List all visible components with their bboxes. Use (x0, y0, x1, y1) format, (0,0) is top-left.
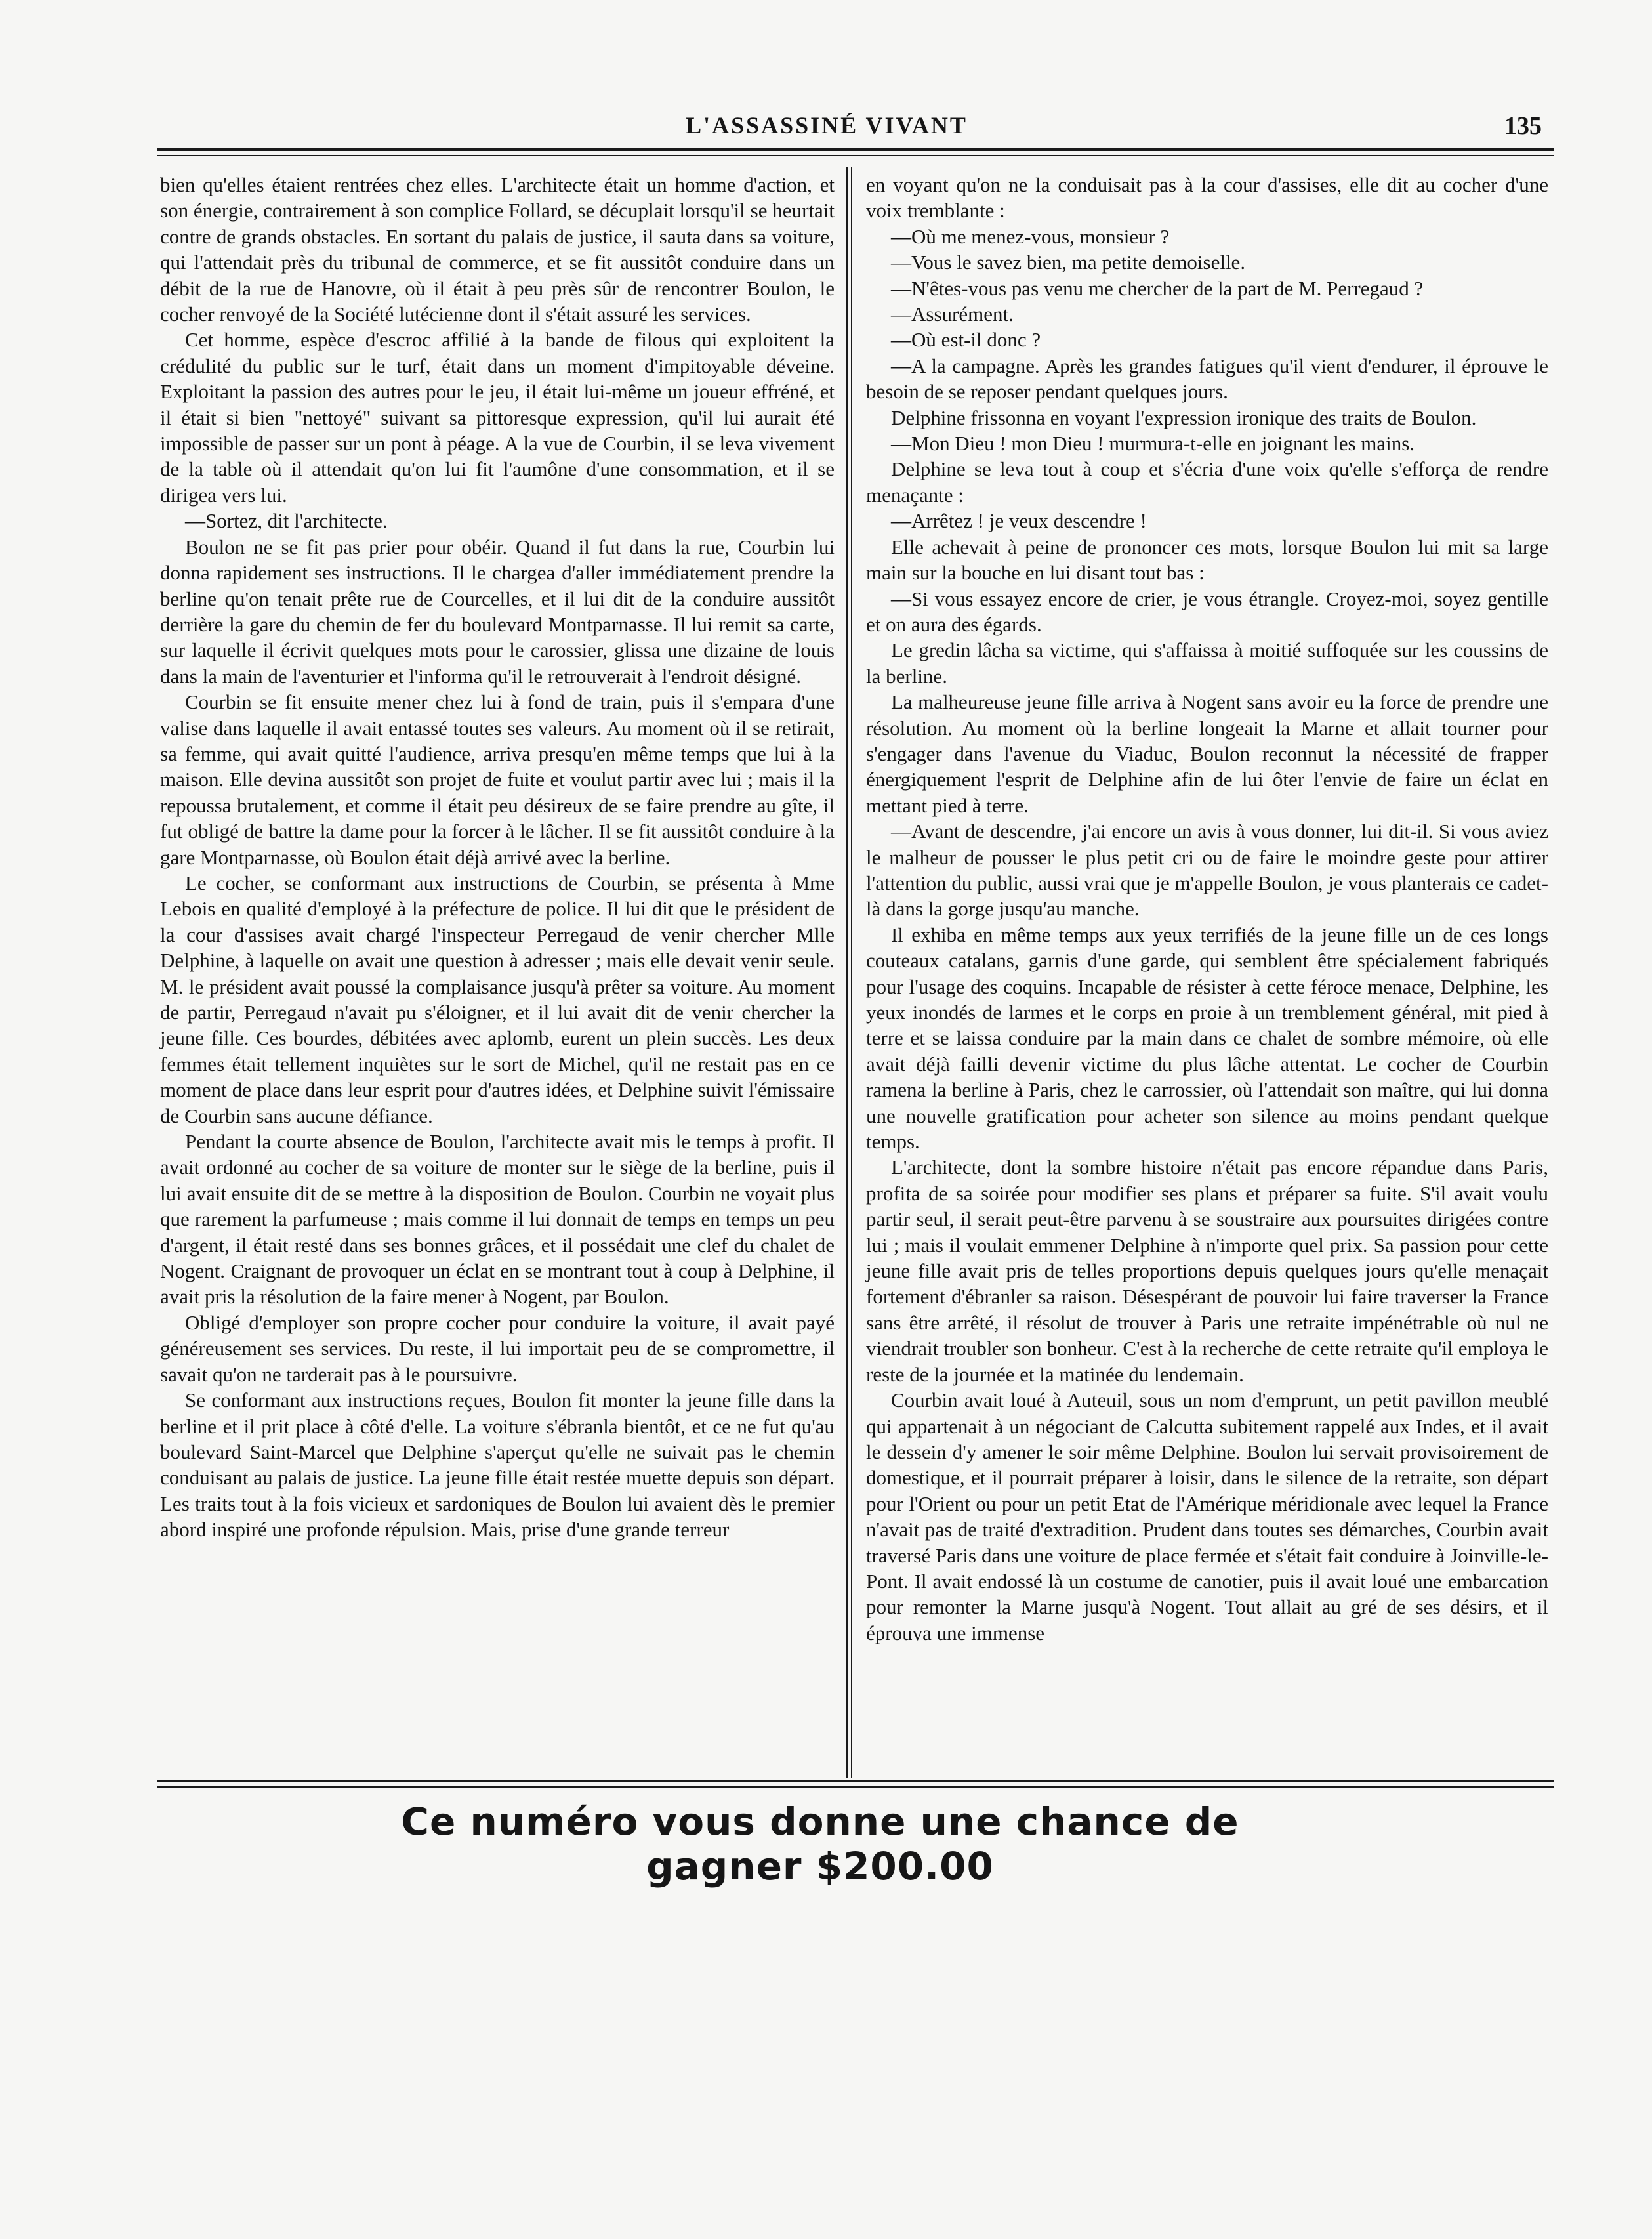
paragraph: —Sortez, dit l'architecte. (185, 509, 388, 533)
paragraph: —Arrêtez ! je veux descendre ! (891, 509, 1147, 533)
paragraph: —Si vous essayez encore de crier, je vous étrangle. Croyez-moi, soyez gentille et on aura des égards. (866, 587, 1548, 636)
paragraph: L'architecte, dont la sombre histoire n'était pas encore répandue dans Paris, profita de sa soirée pour modifier ses plans et préparer sa fuite. S'il avait voulu partir seul, il serait peut-être parvenu à se soustraire aux poursuites dirigées contre lui ; mais il voulait emmener Delphine à n'importe quel prix. Sa passion pour cette jeune fille avait pris de telles proportions depuis quelques jours qu'elle menaçait fortement d'ébranler sa raison. Désespérant de pouvoir lui faire traverser la France sans être arrêté, il résolut de trouver à Paris une retraite impénétrable où nul ne viendrait troubler son bonheur. C'est à la recherche de cette retraite qu'il employa le reste de la journée et la matinée du lendemain. (866, 1156, 1548, 1386)
header-rule-thick (157, 148, 1554, 151)
paragraph: Le gredin lâcha sa victime, qui s'affaissa à moitié suffoquée sur les coussins de la berline. (866, 638, 1548, 688)
paragraph: Boulon ne se fit pas prier pour obéir. Quand il fut dans la rue, Courbin lui donna rapidement ses instructions. Il le chargea d'aller immédiatement prendre la berline qu'on tenait prête rue de Courcelles, et il lui dit de la conduire aussitôt derrière la gare du chemin de fer du boulevard Montparnasse. Il lui remit sa carte, sur laquelle il écrivit quelques mots pour le carossier, glissa une dizaine de louis dans la main de l'aventurier et l'informa qu'il le retrouverait à l'endroit désigné. (160, 535, 835, 688)
paragraph: —Vous le savez bien, ma petite demoiselle. (891, 251, 1246, 274)
paragraph: La malheureuse jeune fille arriva à Nogent sans avoir eu la force de prendre une résolution. Au moment où la berline longeait la Marne et allait tourner pour s'engager dans l'avenue du Viaduc, Boulon reconnut la nécessité de frapper énergiquement l'esprit de Delphine afin de lui ôter l'envie de faire un éclat en mettant pied à terre. (866, 690, 1548, 817)
left-column (160, 172, 835, 1543)
right-column (866, 172, 1548, 1646)
footer-advertisement: Ce numéro vous donne une chance de gagner $200.00 (401, 1799, 1239, 1889)
paragraph: Delphine frissonna en voyant l'expression ironique des traits de Boulon. (891, 406, 1477, 429)
paragraph: —A la campagne. Après les grandes fatigues qu'il vient d'endurer, il éprouve le besoin de se reposer pendant quelques jours. (866, 354, 1548, 404)
paragraph: —Où est-il donc ? (891, 328, 1041, 352)
paragraph: en voyant qu'on ne la conduisait pas à la cour d'assises, elle dit au cocher d'une voix tremblante : (866, 173, 1548, 222)
paragraph: —Mon Dieu ! mon Dieu ! murmura-t-elle en joignant les mains. (891, 432, 1415, 455)
paragraph: Le cocher, se conformant aux instructions de Courbin, se présenta à Mme Lebois en qualité d'employé à la préfecture de police. Il lui dit que le président de la cour d'assises avait chargé l'inspecteur Perregaud de venir chercher Mlle Delphine, à laquelle on avait une question à adresser ; mais elle devait venir seule. M. le président avait poussé la complaisance jusqu'à prêter sa voiture. Au moment de partir, Perregaud n'avait pu s'éloigner, et il lui avait dit de venir chercher la jeune fille. Ces bourdes, débitées avec aplomb, eurent un plein succès. Les deux femmes était tellement inquiètes sur le sort de Michel, qu'il ne restait pas en ce moment de place dans leur esprit pour d'autres idées, et Delphine suivit l'émissaire de Courbin sans aucune défiance. (160, 871, 835, 1127)
paragraph: Delphine se leva tout à coup et s'écria d'une voix qu'elle s'efforça de rendre menaçante : (866, 457, 1548, 507)
paragraph: Elle achevait à peine de prononcer ces mots, lorsque Boulon lui mit sa large main sur la bouche en lui disant tout bas : (866, 535, 1548, 585)
paragraph: Courbin se fit ensuite mener chez lui à fond de train, puis il s'empara d'une valise dans laquelle il avait entassé toutes ses valeurs. Au moment où il se retirait, sa femme, qui avait quitté l'audience, arriva presqu'en même temps que lui à la maison. Elle devina aussitôt son projet de fuite et voulut partir avec lui ; mais il la repoussa brutalement, et comme il était peu désireux de se faire prendre au gîte, il fut obligé de battre la dame pour la forcer à le lâcher. Il se fit aussitôt conduire à la gare Montparnasse, où Boulon était déjà arrivé avec la berline. (160, 690, 835, 869)
footer-rule-thick (157, 1780, 1554, 1782)
footer-rule-thin (157, 1786, 1554, 1788)
paragraph: Pendant la courte absence de Boulon, l'architecte avait mis le temps à profit. Il avait ordonné au cocher de sa voiture de monter sur le siège de la berline, puis il lui avait ensuite dit de se mettre à la disposition de Boulon. Courbin ne voyait plus que rarement la parfumeuse ; mais comme il lui donnait de temps en temps un peu d'argent, il était resté dans ses bonnes grâces, et il possédait une clef du chalet de Nogent. Craignant de provoquer un éclat en se montrant tout à coup à Delphine, il avait pris la résolution de la faire mener à Nogent, par Boulon. (160, 1130, 835, 1308)
paragraph: —Avant de descendre, j'ai encore un avis à vous donner, lui dit-il. Si vous aviez le malheur de pousser le plus petit cri ou de faire le moindre geste pour attirer l'attention du public, aussi vrai que je m'appelle Boulon, je vous planterais ce cadet-là dans la gorge jusqu'au manche. (866, 820, 1548, 921)
paragraph: bien qu'elles étaient rentrées chez elles. L'architecte était un homme d'action, et son énergie, contrairement à son complice Follard, se décuplait lorsqu'il se heurtait contre de grands obstacles. En sortant du palais de justice, il sauta dans sa voiture, qui l'attendait près du tribunal de commerce, et se fit aussitôt conduire dans un débit de la rue de Hanovre, où il était à peu près sûr de rencontrer Boulon, le cocher renvoyé de la Société lutécienne dont il s'était assuré les services. (160, 173, 835, 326)
paragraph: Obligé d'employer son propre cocher pour conduire la voiture, il avait payé généreusement ses services. Du reste, il lui importait peu de se compromettre, il savait qu'on ne tarderait pas à le poursuivre. (160, 1310, 835, 1386)
page-number: 135 (1504, 112, 1542, 140)
paragraph: —N'êtes-vous pas venu me chercher de la part de M. Perregaud ? (891, 276, 1424, 300)
header-rule-thin (157, 155, 1554, 156)
column-divider-thin (851, 167, 852, 1778)
paragraph: Courbin avait loué à Auteuil, sous un nom d'emprunt, un petit pavillon meublé qui appartenait à un négociant de Calcutta subitement rappelé aux Indes, et il avait le dessein d'y amener le soir même Delphine. Boulon lui servait provisoirement de domestique, et il pourrait préparer à loisir, dans le silence de la retraite, son départ pour l'Orient ou pour un petit Etat de l'Amérique méridionale avec lequel la France n'avait pas de traité d'extradition. Prudent dans toutes ses démarches, Courbin avait traversé Paris dans une voiture de place fermée et s'était fait conduire à Joinville-le-Pont. Il avait endossé là un costume de canotier, puis il avait loué une embarcation pour remonter la Marne jusqu'à Nogent. Tout allait au gré de ses désirs, et il éprouva une immense (866, 1389, 1548, 1644)
column-divider (846, 167, 848, 1778)
paragraph: Il exhiba en même temps aux yeux terrifiés de la jeune fille un de ces longs couteaux catalans, garnis d'une garde, qui semblent être spécialement fabriqués pour l'usage des coquins. Incapable de résister à cette féroce menace, Delphine, les yeux inondés de larmes et le corps en proie à un tremblement général, mit pied à terre et se laissa conduire par la main dans ce chalet de sombre mémoire, où elle avait déjà failli devenir victime du plus lâche attentat. Le cocher de Courbin ramena la berline à Paris, chez le carrossier, où l'attendait son maître, qui lui donna une nouvelle gratification pour acheter son silence au moins pendant quelque temps. (866, 923, 1548, 1154)
paragraph: Cet homme, espèce d'escroc affilié à la bande de filous qui exploitent la crédulité du public sur le turf, était dans un moment d'impitoyable déveine. Exploitant la passion des autres pour le jeu, il était lui-même un joueur effréné, et il était si bien "nettoyé" suivant sa pittoresque expression, qu'il lui aurait été impossible de passer sur un pont à péage. A la vue de Courbin, il se leva vivement de la table où il attendait qu'on lui fit l'aumône d'une consommation, et il se dirigea vers lui. (160, 328, 835, 507)
running-head-title: L'ASSASSINÉ VIVANT (686, 112, 968, 138)
paragraph: Se conformant aux instructions reçues, Boulon fit monter la jeune fille dans la berline et il prit place à côté d'elle. La voiture s'ébranla bientôt, et ce ne fut qu'au boulevard Saint-Marcel que Delphine s'aperçut qu'elle ne suivait pas le chemin conduisant au palais de justice. La jeune fille était restée muette depuis son départ. Les traits tout à la fois vicieux et sardoniques de Boulon lui avaient dès le premier abord inspiré une profonde répulsion. Mais, prise d'une grande terreur (160, 1389, 835, 1541)
paragraph: —Assurément. (891, 303, 1014, 326)
paragraph: —Où me menez-vous, monsieur ? (891, 224, 1170, 248)
